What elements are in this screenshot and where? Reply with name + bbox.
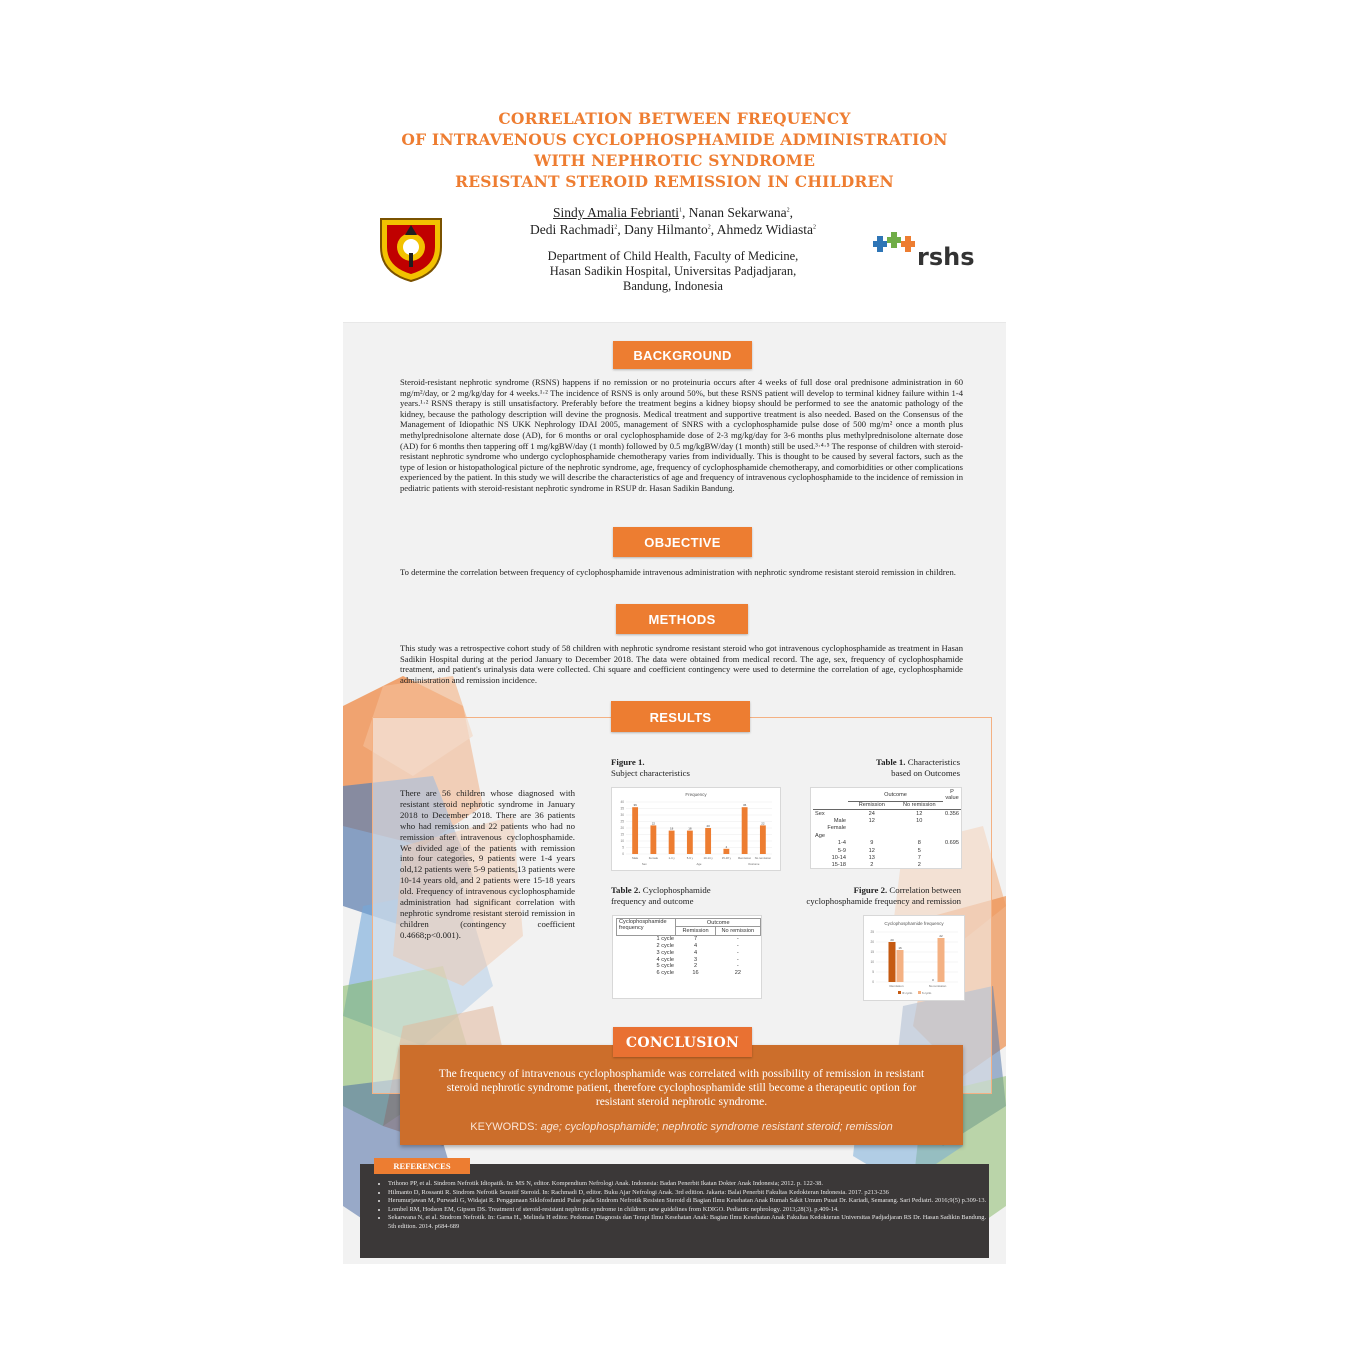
table1-cell-rem: 13 xyxy=(868,854,875,861)
author-3-sup: 2 xyxy=(614,224,618,231)
y-tick-label: 0 xyxy=(622,852,624,857)
table1-label: Table 1. xyxy=(876,757,906,767)
table2-cell-rem: 4 xyxy=(693,942,698,949)
table1-cell-p xyxy=(943,817,961,824)
table1-header-outcome: Outcome xyxy=(848,789,943,801)
table1-cell-rem xyxy=(848,832,896,839)
data-label: 36 xyxy=(633,803,637,808)
table2-caption-a: Cyclophosphamide xyxy=(642,885,711,895)
title-line-4: RESISTANT STEROID REMISSION IN CHILDREN xyxy=(455,172,894,191)
conclusion-heading: CONCLUSION xyxy=(613,1027,752,1057)
unpad-logo xyxy=(375,213,447,283)
references-box xyxy=(360,1161,989,1258)
legend-swatch xyxy=(898,991,901,994)
y-tick-label: 40 xyxy=(620,800,624,805)
reference-item: • Lombel RM, Hodson EM, Gipson DS. Treatment of steroid-resistant nephrotic syndrome in children: new guidelines from KDIGO. Pediatric nephrology. 2013;28(3). p.409-14. xyxy=(388,1206,988,1215)
references-list xyxy=(378,1180,988,1232)
conclusion-box xyxy=(400,1045,963,1145)
data-label: 22 xyxy=(651,821,656,826)
authors-line-1: Sindy Amalia Febrianti$^1$, Nanan Sekarwana$^2$, xyxy=(553,205,793,220)
methods-text: This study was a retrospective cohort study of 58 children with nephrotic syndrome resistant steroid who got intravenous cyclophosphamide as treatment in Hasan Sadikin Hospital during at the period January to December 2018. The data were obtained from medical record. The age, sex, frequency of cyclophosphamide treatment, and patient's urinalysis data were collected. Chi square and coefficient contingency were used to determine the correlation of age, cyclophosphamide administration and remission incidence. xyxy=(400,643,963,685)
results-text: There are 56 children whose diagnosed with resistant steroid nephrotic syndrome in January 2018 to December 2018. There are 36 patients who had remission and 22 patients who had no remission after intravenous cyclophosphamide. We divided age of the patients with remission into four categories, 9 patients were 1-4 years old,12 patients were 5-9 patients,13 patients were 10-14 years old, and 2 patients were 15-18 years old. Frequency of intravenous cyclophosphamide administration had significant correlation with nephrotic syndrome resistant steroid remission in children (contingency coefficient 0.4668;p<0.001). xyxy=(400,788,575,940)
data-label: 20 xyxy=(706,824,710,828)
table2-cell-norem: 22 xyxy=(734,970,741,977)
table2-cell-rem: 16 xyxy=(692,970,699,977)
reference-item: • Herumurjawan M, Purwadi G, Widajat R. Penggunaan Siklofosfamid Pulse pada Sindrom Nefrotik Resisten Steroid di Bagian Ilmu Kesehatan Anak Rumah Sakit Umum Pusat Dr. Kariadi, Semarang. Sari Pediatri. 2016;9(5) p.309-13. xyxy=(388,1197,988,1206)
poster xyxy=(343,86,1006,1264)
table2-row xyxy=(617,956,761,963)
category-label: 10-14 y xyxy=(703,856,713,860)
chart-title: Frequency xyxy=(685,792,707,797)
reference-item: • Hilmanto D, Rossanti R. Sindrom Nefrotik Sensitif Steroid. In: Rachmadi D, editor. Buku Ajar Nefrologi Anak. 3rd edition. Jakarta: Balai Penerbit Fakultas Kedokteran Indonesia. 2017. p213-236 xyxy=(388,1189,988,1198)
table2-header-no-remission: No remission xyxy=(715,927,760,935)
figure1-caption xyxy=(611,757,751,779)
table1-cell-label: 10-14 xyxy=(831,854,846,861)
data-label: 0 xyxy=(932,978,934,982)
data-label: 22 xyxy=(761,821,765,826)
bar xyxy=(705,828,711,854)
figure1-caption-text: Subject characteristics xyxy=(611,768,690,778)
author-5-sup: 2 xyxy=(813,224,817,231)
figure1-label: Figure 1. xyxy=(611,757,645,767)
table2-cell-norem: - xyxy=(736,949,739,956)
table2-row xyxy=(617,949,761,956)
table1-box xyxy=(810,787,962,869)
title-line-1: CORRELATION BETWEEN FREQUENCY xyxy=(498,109,851,128)
bar xyxy=(742,807,748,854)
table2-row xyxy=(617,963,761,970)
author-1: Sindy Amalia Febrianti xyxy=(553,205,680,220)
figure2-caption xyxy=(773,885,961,907)
data-label: 16 xyxy=(898,946,902,950)
y-tick-label: 25 xyxy=(620,819,624,824)
y-tick-label: 20 xyxy=(870,940,874,945)
bar xyxy=(889,942,896,982)
y-tick-label: 35 xyxy=(620,806,624,811)
table2-header-freq-b: frequency xyxy=(619,925,644,931)
table1-row xyxy=(813,839,961,846)
table2-cell-norem: - xyxy=(736,942,739,949)
table1-cell-rem: 12 xyxy=(868,847,875,854)
author-2-sup: 2 xyxy=(786,207,790,214)
table1-cell-rem: 24 xyxy=(868,810,875,817)
table2-box xyxy=(612,915,762,999)
category-label: 5-9 y xyxy=(686,856,693,860)
y-tick-label: 15 xyxy=(870,950,874,955)
objective-text: To determine the correlation between frequency of cyclophosphamide intravenous administration with nephrotic syndrome resistant steroid remission in children. xyxy=(400,567,956,577)
table1-cell-norem: 5 xyxy=(917,847,921,854)
author-sep: , xyxy=(617,222,625,237)
rshs-logo xyxy=(873,228,991,270)
data-label: 22 xyxy=(939,934,943,938)
table1-cell-label: Male xyxy=(833,817,846,824)
author-sep: , xyxy=(710,222,717,237)
author-4: Dany Hilmanto xyxy=(624,222,708,237)
y-tick-label: 30 xyxy=(620,813,624,818)
category-label: No remission xyxy=(928,984,947,988)
table1-row xyxy=(813,809,961,817)
table1-cell-p: 0.695 xyxy=(945,840,959,847)
table1-header-p: P value xyxy=(945,789,959,801)
bar xyxy=(632,807,638,854)
table2-header-frequency xyxy=(617,919,676,936)
table1-cell-norem: 2 xyxy=(917,862,921,869)
author-5: Ahmedz Widiasta xyxy=(716,222,814,237)
table1-cell-rem: 9 xyxy=(870,840,874,847)
y-tick-label: 0 xyxy=(872,980,874,985)
table2-cell-norem: - xyxy=(736,963,739,970)
table1-caption xyxy=(810,757,960,779)
methods-heading: METHODS xyxy=(616,604,748,634)
y-tick-label: 20 xyxy=(620,826,624,831)
category-label: Male xyxy=(632,856,639,860)
rshs-logo-text: rshs xyxy=(917,243,975,270)
table2-cell-label: 6 cycle xyxy=(656,970,674,977)
category-label: Remission xyxy=(738,856,752,860)
table2-cell-norem: - xyxy=(736,936,739,943)
background-heading: BACKGROUND xyxy=(613,341,752,369)
table2-caption-b: frequency and outcome xyxy=(611,896,694,906)
table1-cell-norem xyxy=(896,825,943,832)
group-label: Age xyxy=(696,862,702,866)
table1 xyxy=(813,789,961,869)
table1-row xyxy=(813,847,961,854)
affiliation-line-3: Bandung, Indonesia xyxy=(623,279,723,293)
results-heading: RESULTS xyxy=(611,701,750,732)
table2-cell-rem: 4 xyxy=(693,949,698,956)
table2-row xyxy=(617,935,761,942)
table2-header-freq-a: Cyclophosphamide xyxy=(619,919,667,925)
table1-cell-rem: 12 xyxy=(868,817,875,824)
legend-swatch xyxy=(918,991,921,994)
table1-row xyxy=(813,854,961,861)
bar xyxy=(669,831,675,854)
legend-label: 6 cyclo xyxy=(922,990,932,995)
keywords-text: age; cyclophosphamide; nephrotic syndrome resistant steroid; remission xyxy=(540,1121,893,1133)
table1-cell-norem: 7 xyxy=(917,854,921,861)
table2-cell-rem: 3 xyxy=(693,956,698,963)
category-label: Female xyxy=(648,856,659,860)
author-4-sup: 2 xyxy=(707,224,711,231)
poster-header xyxy=(343,86,1006,323)
data-label: 20 xyxy=(890,938,894,942)
table1-header-no-remission: No remission xyxy=(902,802,936,809)
bar xyxy=(897,950,904,982)
category-label: No remission xyxy=(754,856,772,860)
table1-row xyxy=(813,817,961,824)
reference-item: • Trihono PP, et al. Sindrom Nefrotik Idiopatik. In: MS N, editor. Kompendium Nefrologi Anak. Indonesia: Badan Penerbit Ikatan Dokter Anak Indonesia; 2012. p. 122-38. xyxy=(388,1180,988,1189)
table2-cell-norem: - xyxy=(736,956,739,963)
table1-cell-p xyxy=(943,825,961,832)
group-label: Sex xyxy=(641,862,647,866)
table1-row xyxy=(813,862,961,869)
table1-cell-rem xyxy=(848,825,896,832)
table1-header-remission: Remission xyxy=(858,802,885,809)
table2-label: Table 2. xyxy=(611,885,641,895)
table2-header-outcome: Outcome xyxy=(676,919,761,927)
table1-cell-label: 5-9 xyxy=(837,847,846,854)
table1-cell-p: 0.356 xyxy=(945,810,959,817)
data-label: 36 xyxy=(742,803,747,808)
y-tick-label: 15 xyxy=(620,832,624,837)
table2-cell-label: 3 cycle xyxy=(656,949,674,956)
table2-cell-label: 2 cycle xyxy=(656,942,674,949)
table2-caption xyxy=(611,885,761,907)
objective-heading: OBJECTIVE xyxy=(613,527,752,557)
table1-caption-a: Characteristics xyxy=(907,757,960,767)
table1-row xyxy=(813,825,961,832)
table2-cell-rem: 7 xyxy=(693,936,698,943)
category-label: 15-18 y xyxy=(721,856,732,860)
data-label: 18 xyxy=(688,826,692,831)
table2-row xyxy=(617,943,761,950)
table1-cell-label: 1-4 xyxy=(837,840,846,847)
table2-header-remission: Remission xyxy=(676,927,715,935)
background-text: Steroid-resistant nephrotic syndrome (RSNS) happens if no remission or no proteinuria occurs after 4 weeks of full dose oral prednisone administration in 60 mg/m²/day, or 2 mg/kg/day for 4 weeks.¹·² The incidence of RSNS is only around 50%, but these RSNS patient will develop to terminal kidney failure within 1-4 years.¹·² RSNS therapy is still unsatisfactory. Preferably before the treatment begins a kidney biopsy should be performed to see the anatomic pathology of the kidney, because the pathology description will devine the prognosis. Medical treatment and supportive treatment is also needed. Based on the Consensus of the Management of Idiopathic NS UKK Nephrology IDAI 2005, management of SNRS with a cyclophosphamide pulse dose of 500 mg/m² once a month plus methylprednisolone alternate dose (AD), for 6 months or oral cyclophosphamide dose of 2-3 mg/kg/day for 3-6 months plus methylprednisolone alternate dose (AD) for 6 months then tappering off 1 mg/kgBW/day (1 month) followed by 0.5 mg/kgBW/day (1 month) still be used.³·⁴·⁵ The response of children with steroid-resistant nephrotic syndrome who undergo cyclophosphamide chemotherapy varies from individually. This is thought to be caused by several factors, such as the type of lesion or histopathological picture of the nephrotic syndrome, age, frequency of cyclophosphamide chemotherapy, and comorbidities or other complications experienced by the patient. In this study we will describe the characteristics of age and frequency of intravenous cyclophosphamide to the incidence of remission in pediatric patients with steroid-resistant nephrotic syndrome in RSUP dr. Hasan Sadikin Bandung. xyxy=(400,377,963,493)
table1-cell-rem: 2 xyxy=(870,862,874,869)
figure2-caption-b: cyclophosphamide frequency and remission xyxy=(806,896,961,906)
table1-cell-label: Age xyxy=(815,832,825,839)
author-3: Dedi Rachmadi xyxy=(529,222,615,237)
table2-row xyxy=(617,970,761,977)
table2-cell-rem: 2 xyxy=(693,963,698,970)
table1-cell-p xyxy=(943,847,961,854)
table1-cell-label: Sex xyxy=(815,810,825,817)
figure2-label: Figure 2. xyxy=(853,885,888,895)
table2 xyxy=(616,918,761,977)
bar xyxy=(760,825,766,854)
bar xyxy=(723,849,729,854)
y-tick-label: 25 xyxy=(870,930,874,935)
table2-cell-label: 5 cycle xyxy=(656,963,674,970)
table1-row xyxy=(813,832,961,839)
keywords-label: KEYWORDS: xyxy=(470,1121,541,1133)
table1-cell-norem: 12 xyxy=(916,810,923,817)
table1-cell-norem: 8 xyxy=(917,840,921,847)
y-tick-label: 5 xyxy=(872,970,874,975)
table1-cell-label: 15-18 xyxy=(831,862,846,869)
table1-cell-norem xyxy=(896,832,943,839)
figure2-caption-a: Correlation between xyxy=(889,885,961,895)
conclusion-text: The frequency of intravenous cyclophosphamide was correlated with possibility of remission in resistant steroid nephrotic syndrome patient, therefore cyclophosphamide still become a therapeutic option for resistant steroid nephrotic syndrome. xyxy=(438,1067,925,1109)
affiliation-line-1: Department of Child Health, Faculty of Medicine, xyxy=(547,249,799,263)
bar xyxy=(687,831,693,854)
table1-cell-p xyxy=(943,854,961,861)
author-sep: , xyxy=(682,205,689,220)
legend-label: IF cyclo xyxy=(902,990,913,995)
y-tick-label: 10 xyxy=(870,960,874,965)
table2-cell-label: 1 cycle xyxy=(656,936,674,943)
references-heading: REFERENCES xyxy=(374,1158,470,1174)
figure2-chart xyxy=(864,916,964,1000)
title-line-2: OF INTRAVENOUS CYCLOPHOSPHAMIDE ADMINISTRATION xyxy=(401,130,948,149)
group-label: Outcome xyxy=(748,862,760,866)
table1-cell-p xyxy=(943,862,961,869)
y-tick-label: 5 xyxy=(622,845,624,850)
table1-cell-label: Female xyxy=(827,825,846,832)
figure1-box xyxy=(611,787,781,871)
title-line-3: WITH NEPHROTIC SYNDROME xyxy=(533,151,816,170)
keywords xyxy=(400,1121,963,1133)
data-label: 18 xyxy=(669,826,674,831)
reference-item: • Sekarwana N, et al. Sindrom Nefrotik. In: Garna H., Melinda H editor. Pedoman Diagnosis dan Terapi Ilmu Kesehatan Anak: Bagian Ilmu Kesehatan Anak Fakultas Kedokteran Universitas Padjadjaran RS Dr. Hasan Sadikin Bandung. 5th edition. 2014. p684-689 xyxy=(388,1214,988,1231)
figure2-box xyxy=(863,915,965,1001)
category-label: Remission xyxy=(889,984,904,988)
author-1-sup: 1 xyxy=(679,207,683,214)
data-label: 4 xyxy=(725,844,728,849)
bar xyxy=(938,938,945,982)
table1-cell-p xyxy=(943,832,961,839)
y-tick-label: 10 xyxy=(620,839,624,844)
table1-cell-norem: 10 xyxy=(916,817,923,824)
table1-caption-b: based on Outcomes xyxy=(891,768,960,778)
figure1-chart xyxy=(612,788,780,870)
authors-line-2 xyxy=(463,222,883,238)
chart-title: Cyclophosphamide frequency xyxy=(884,921,944,926)
category-label: 1-4 y xyxy=(668,856,675,860)
table2-cell-label: 4 cycle xyxy=(656,956,674,963)
affiliation-line-2: Hasan Sadikin Hospital, Universitas Padjadjaran, xyxy=(549,264,797,278)
author-2: Nanan Sekarwana xyxy=(688,205,787,220)
bar xyxy=(650,825,656,854)
